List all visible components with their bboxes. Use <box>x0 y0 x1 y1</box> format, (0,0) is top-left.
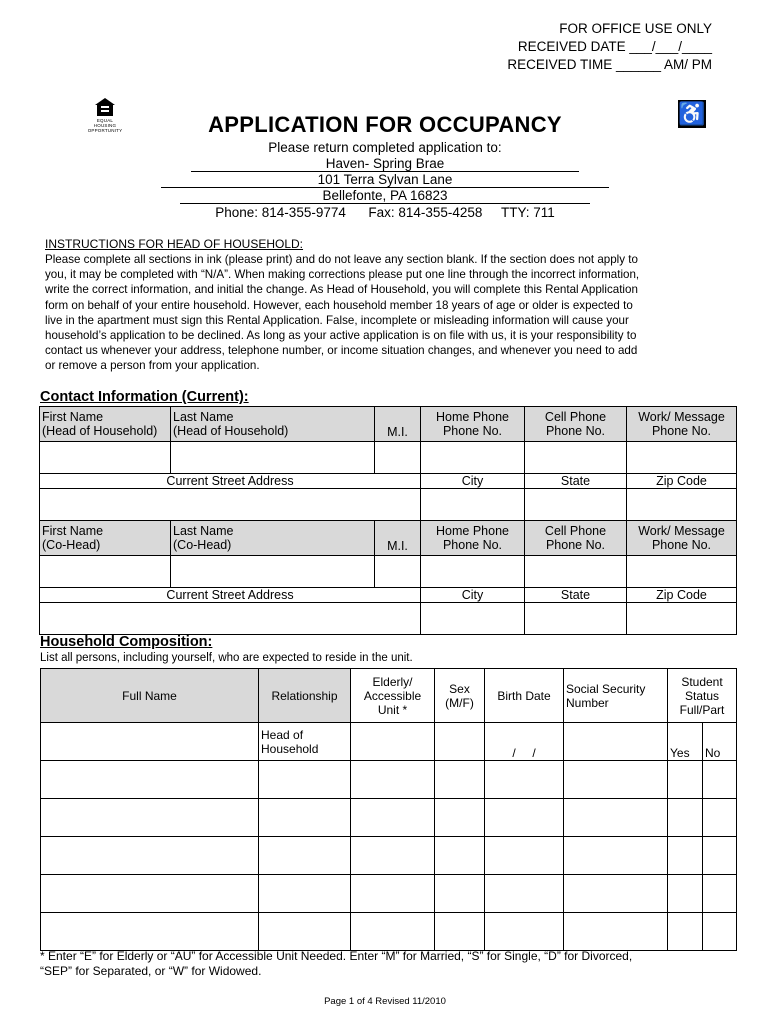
return-text: Please return completed application to: <box>268 140 502 155</box>
head-zip-label: Zip Code <box>627 474 737 489</box>
member-ssn-field[interactable] <box>564 913 668 951</box>
household-row <box>41 723 737 761</box>
head-cell-phone-label: Cell Phone Phone No. <box>525 407 627 442</box>
household-row <box>41 761 737 799</box>
household-table <box>40 668 737 951</box>
head-input-row <box>40 442 737 474</box>
student-yes-option[interactable] <box>668 837 703 875</box>
instruction-line: Please complete all sections in ink (please print) and do not leave any section blank. If the section does not apply to <box>45 253 638 266</box>
office-use-block <box>507 20 712 74</box>
footnote-line: * Enter “E” for Elderly or “AU” for Accessible Unit Needed. Enter “M” for Married, “S” for Single, “D” for Divorced, <box>40 949 633 963</box>
wheelchair-icon: ♿ <box>678 101 706 126</box>
birth-date-header: Birth Date <box>485 669 564 723</box>
cohead-last-name-field[interactable] <box>171 556 375 588</box>
member-birth-date-field[interactable] <box>485 799 564 837</box>
member-relationship-field[interactable] <box>259 761 351 799</box>
head-street-label: Current Street Address <box>40 474 421 489</box>
member-birth-date-field[interactable] <box>485 913 564 951</box>
full-name-header: Full Name <box>41 669 259 723</box>
member-elderly-field[interactable] <box>351 913 435 951</box>
head-first-name-field[interactable] <box>40 442 171 474</box>
cohead-work-phone-label: Work/ Message Phone No. <box>627 521 737 556</box>
received-time: RECEIVED TIME ______ AM/ PM <box>507 57 712 72</box>
household-row <box>41 837 737 875</box>
member-relationship-field[interactable] <box>259 913 351 951</box>
member-elderly-field[interactable] <box>351 875 435 913</box>
head-mi-label: M.I. <box>375 407 421 442</box>
cohead-last-name-label: Last Name (Co-Head) <box>171 521 375 556</box>
head-address-input-row <box>40 489 737 521</box>
student-yes-option[interactable]: Yes <box>668 723 703 761</box>
head-street-field[interactable] <box>40 489 421 521</box>
cohead-street-field[interactable] <box>40 603 421 635</box>
head-first-name-label: First Name (Head of Household) <box>40 407 171 442</box>
cohead-first-name-field[interactable] <box>40 556 171 588</box>
cohead-address-label-row <box>40 588 737 603</box>
member-name-field[interactable] <box>41 875 259 913</box>
cohead-street-label: Current Street Address <box>40 588 421 603</box>
student-yes-option[interactable] <box>668 875 703 913</box>
member-birth-date-field[interactable] <box>485 875 564 913</box>
household-row <box>41 913 737 951</box>
instructions-heading: INSTRUCTIONS FOR HEAD OF HOUSEHOLD: <box>45 237 304 251</box>
contact-table <box>39 406 737 635</box>
cohead-address-input-row <box>40 603 737 635</box>
student-yes-option[interactable] <box>668 761 703 799</box>
member-sex-field[interactable] <box>435 913 485 951</box>
property-contact: Phone: 814-355-9774 Fax: 814-355-4258 TTY: 711 <box>215 205 555 220</box>
instruction-line: or remove a person from your application. <box>45 359 260 373</box>
household-row <box>41 875 737 913</box>
cohead-state-label: State <box>525 588 627 603</box>
property-city: Bellefonte, PA 16823 <box>180 188 590 204</box>
member-relationship-field[interactable] <box>259 799 351 837</box>
head-last-name-label: Last Name (Head of Household) <box>171 407 375 442</box>
received-date: RECEIVED DATE ___/___/____ <box>517 39 712 54</box>
member-relationship-field[interactable] <box>259 875 351 913</box>
head-work-phone-field[interactable] <box>627 442 737 474</box>
member-birth-date-field[interactable]: / / <box>485 723 564 761</box>
head-last-name-field[interactable] <box>171 442 375 474</box>
cohead-mi-label: M.I. <box>375 521 421 556</box>
instruction-line: you, it may be completed with “N/A”. When making corrections please put one line through the incorrect information, <box>45 268 640 282</box>
page-footer: Page 1 of 4 Revised 11/2010 <box>324 996 446 1007</box>
member-ssn-field[interactable] <box>564 761 668 799</box>
cohead-state-field[interactable] <box>525 603 627 635</box>
footnote-line: “SEP” for Separated, or “W” for Widowed. <box>40 964 262 978</box>
member-relationship-field[interactable] <box>259 837 351 875</box>
member-sex-field[interactable] <box>435 723 485 761</box>
member-ssn-field[interactable] <box>564 837 668 875</box>
cohead-first-name-label: First Name (Co-Head) <box>40 521 171 556</box>
member-name-field[interactable] <box>41 799 259 837</box>
head-zip-field[interactable] <box>627 489 737 521</box>
cohead-city-label: City <box>421 588 525 603</box>
student-no-option[interactable]: No <box>703 723 737 761</box>
student-no-option[interactable] <box>703 761 737 799</box>
head-work-phone-label: Work/ Message Phone No. <box>627 407 737 442</box>
member-name-field[interactable] <box>41 837 259 875</box>
student-yes-option[interactable] <box>668 913 703 951</box>
member-ssn-field[interactable] <box>564 799 668 837</box>
cohead-work-phone-field[interactable] <box>627 556 737 588</box>
page-title: APPLICATION FOR OCCUPANCY <box>208 112 562 137</box>
cohead-cell-phone-field[interactable] <box>525 556 627 588</box>
student-yes-option[interactable] <box>668 799 703 837</box>
head-address-label-row <box>40 474 737 489</box>
cohead-cell-phone-label: Cell Phone Phone No. <box>525 521 627 556</box>
head-state-field[interactable] <box>525 489 627 521</box>
office-use-label: FOR OFFICE USE ONLY <box>559 21 712 36</box>
head-city-label: City <box>421 474 525 489</box>
equal-housing-text: EQUAL HOUSING OPPORTUNITY <box>87 118 123 133</box>
member-sex-field[interactable] <box>435 799 485 837</box>
member-relationship-field[interactable]: Head of Household <box>259 723 351 761</box>
instruction-line: contact us whenever your address, telephone number, or income situation changes, and whenever you need to add <box>45 344 638 358</box>
household-subtext: List all persons, including yourself, who are expected to reside in the unit. <box>40 652 413 664</box>
member-sex-field[interactable] <box>435 761 485 799</box>
head-home-phone-label: Home Phone Phone No. <box>421 407 525 442</box>
household-row <box>41 799 737 837</box>
member-name-field[interactable] <box>41 761 259 799</box>
student-no-option[interactable] <box>703 913 737 951</box>
instruction-line: form on behalf of your entire household. However, each household member 18 years of age or older is expected to <box>45 298 633 312</box>
head-cell-phone-field[interactable] <box>525 442 627 474</box>
ssn-header: Social Security Number <box>564 669 668 723</box>
member-sex-field[interactable] <box>435 837 485 875</box>
household-header-row <box>41 669 737 723</box>
cohead-input-row <box>40 556 737 588</box>
instructions-text <box>45 252 700 374</box>
relationship-header: Relationship <box>259 669 351 723</box>
cohead-mi-field[interactable] <box>375 556 421 588</box>
cohead-header-row <box>40 521 737 556</box>
member-ssn-field[interactable] <box>564 875 668 913</box>
contact-heading: Contact Information (Current): <box>40 389 249 405</box>
member-ssn-field[interactable] <box>564 723 668 761</box>
instruction-line: live in the apartment must sign this Rental Application. False, incomplete or misleading information will cause your <box>45 313 629 327</box>
elderly-header: Elderly/ Accessible Unit * <box>351 669 435 723</box>
footnote <box>40 949 700 979</box>
student-no-option[interactable] <box>703 837 737 875</box>
property-name: Haven- Spring Brae <box>191 156 579 172</box>
member-birth-date-field[interactable] <box>485 761 564 799</box>
student-status-header: Student Status Full/Part <box>668 669 737 723</box>
instruction-line: write the correct information, and initial the change. As Head of Household, you will complete this Rental Application <box>45 283 638 297</box>
cohead-home-phone-field[interactable] <box>421 556 525 588</box>
cohead-zip-label: Zip Code <box>627 588 737 603</box>
member-name-field[interactable] <box>41 913 259 951</box>
head-mi-field[interactable] <box>375 442 421 474</box>
household-heading: Household Composition: <box>40 634 213 650</box>
head-home-phone-field[interactable] <box>421 442 525 474</box>
member-elderly-field[interactable] <box>351 761 435 799</box>
member-birth-date-field[interactable] <box>485 837 564 875</box>
instruction-line: household’s application to be declined. As long as your active application is on file with us, it is your responsibility to <box>45 329 637 343</box>
member-name-field[interactable] <box>41 723 259 761</box>
property-street: 101 Terra Sylvan Lane <box>161 172 609 188</box>
member-elderly-field[interactable] <box>351 799 435 837</box>
member-elderly-field[interactable] <box>351 723 435 761</box>
cohead-home-phone-label: Home Phone Phone No. <box>421 521 525 556</box>
head-state-label: State <box>525 474 627 489</box>
member-elderly-field[interactable] <box>351 837 435 875</box>
sex-header: Sex (M/F) <box>435 669 485 723</box>
student-no-option[interactable] <box>703 799 737 837</box>
head-header-row <box>40 407 737 442</box>
cohead-zip-field[interactable] <box>627 603 737 635</box>
student-no-option[interactable] <box>703 875 737 913</box>
head-city-field[interactable] <box>421 489 525 521</box>
cohead-city-field[interactable] <box>421 603 525 635</box>
member-sex-field[interactable] <box>435 875 485 913</box>
